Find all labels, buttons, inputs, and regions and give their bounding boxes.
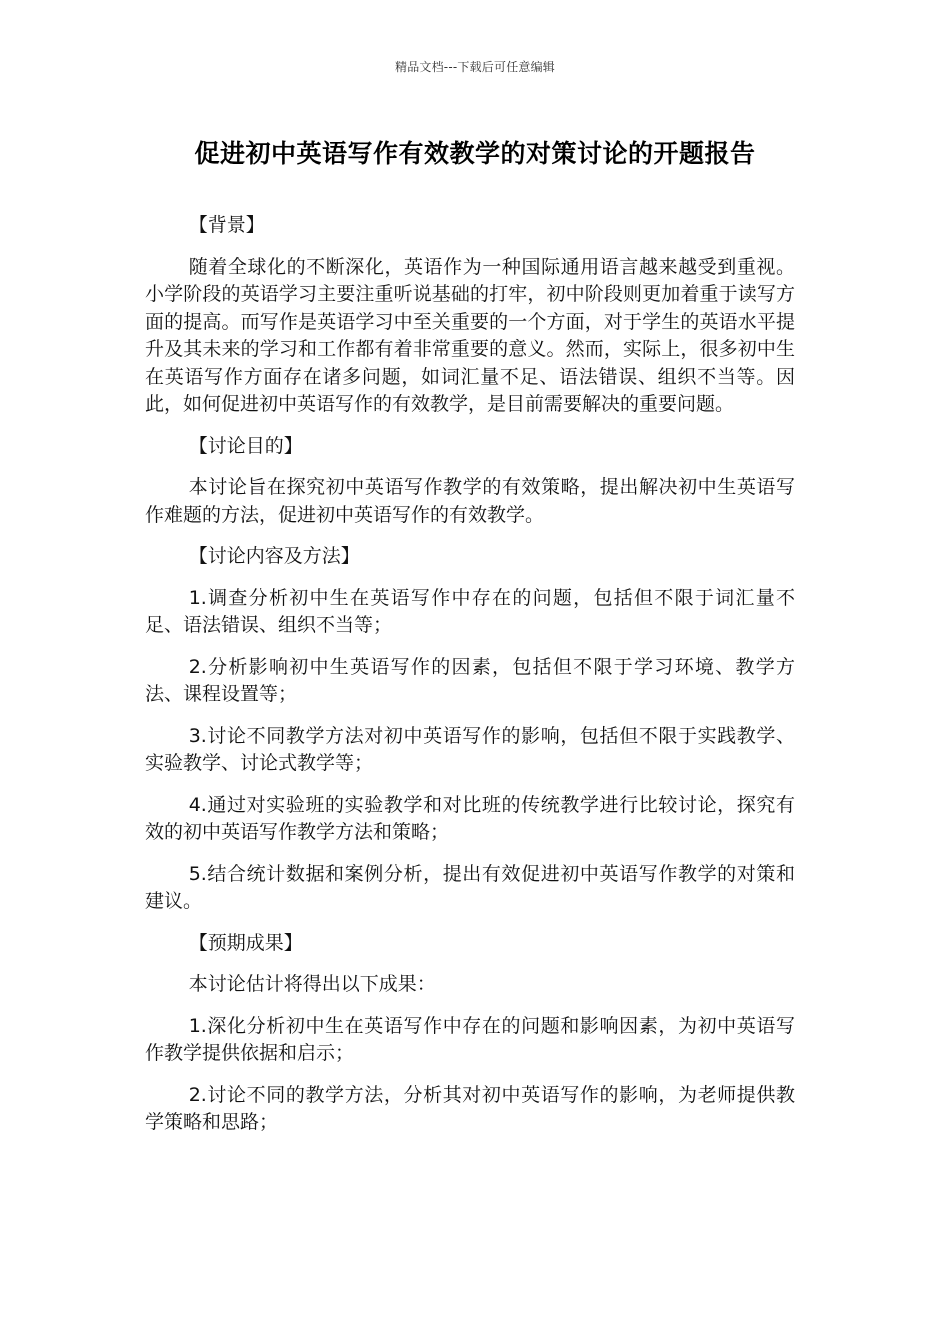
methods-item-5: 5.结合统计数据和案例分析，提出有效促进初中英语写作教学的对策和建议。 (145, 862, 795, 912)
methods-item-3: 3.讨论不同教学方法对初中英语写作的影响，包括但不限于实践教学、实验教学、讨论式教学等； (145, 724, 795, 774)
section-heading-results: 【预期成果】 (188, 931, 303, 954)
purpose-paragraph: 本讨论旨在探究初中英语写作教学的有效策略，提出解决初中生英语写作难题的方法，促进初中英语写作的有效教学。 (145, 476, 795, 526)
results-item-1: 1.深化分析初中生在英语写作中存在的问题和影响因素，为初中英语写作教学提供依据和启示； (145, 1014, 795, 1064)
section-heading-purpose: 【讨论目的】 (188, 434, 303, 457)
methods-item-2: 2.分析影响初中生英语写作的因素，包括但不限于学习环境、教学方法、课程设置等； (145, 655, 795, 705)
document-body (145, 212, 795, 1151)
results-intro: 本讨论估计将得出以下成果： (188, 973, 436, 995)
methods-item-1: 1.调查分析初中生在英语写作中存在的问题，包括但不限于词汇量不足、语法错误、组织不当等； (145, 586, 795, 636)
methods-item-4: 4.通过对实验班的实验教学和对比班的传统教学进行比较讨论，探究有效的初中英语写作教学方法和策略； (145, 793, 795, 843)
background-paragraph: 随着全球化的不断深化，英语作为一种国际通用语言越来越受到重视。小学阶段的英语学习主要注重听说基础的打牢，初中阶段则更加着重于读写方面的提高。而写作是英语学习中至关重要的一个方面，对于学生的英语水平提升及其未来的学习和工作都有着非常重要的意义。然而，实际上，很多初中生在英语写作方面存在诸多问题，如词汇量不足、语法错误、组织不当等。因此，如何促进初中英语写作的有效教学，是目前需要解决的重要问题。 (145, 255, 795, 415)
results-item-2: 2.讨论不同的教学方法，分析其对初中英语写作的影响，为老师提供教学策略和思路； (145, 1083, 795, 1133)
section-heading-methods: 【讨论内容及方法】 (188, 545, 360, 567)
document-title: 促进初中英语写作有效教学的对策讨论的开题报告 (194, 139, 756, 168)
section-heading-background: 【背景】 (188, 214, 265, 236)
header-note: 精品文档---下载后可任意编辑 (395, 60, 555, 74)
